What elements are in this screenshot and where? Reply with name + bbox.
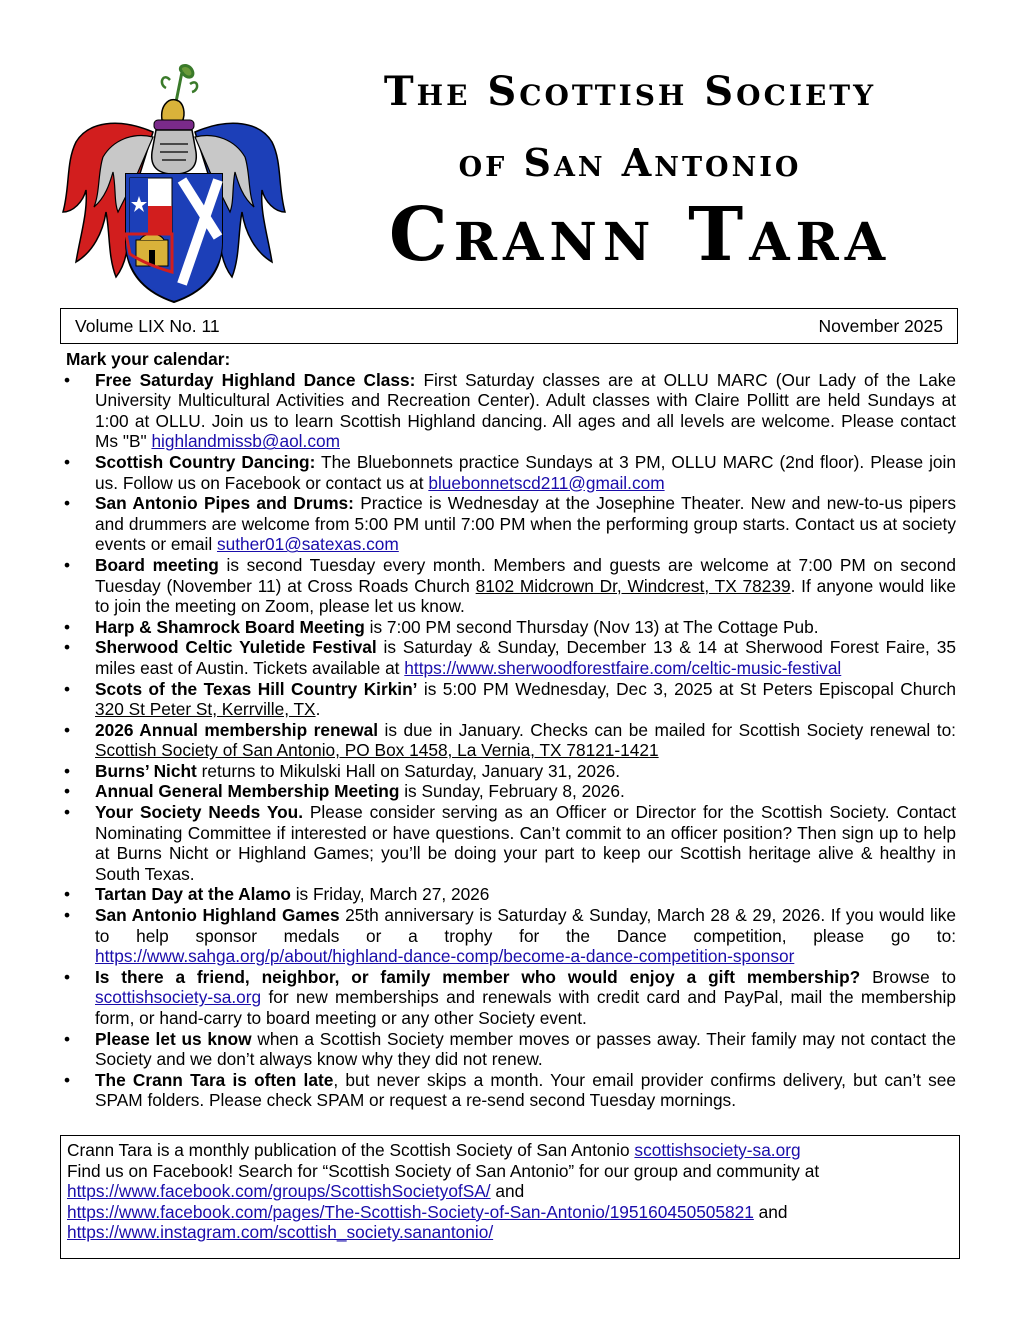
website-link[interactable]: scottishsociety-sa.org: [634, 1140, 801, 1160]
list-item: • San Antonio Highland Games 25th anniversary is Saturday & Sunday, March 28 & 29, 2026. If you would like to help sponsor medals or a trophy for the Dance competition, please go to: https://www.sahga.org/p/about/highland-dance-comp/become-a-dance-competition-sponsor: [66, 905, 956, 967]
list-item: • Please let us know when a Scottish Society member moves or passes away. Their family may not contact the Society and we don’t always know why they did not renew.: [66, 1029, 956, 1070]
list-item: • San Antonio Pipes and Drums: Practice is Wednesday at the Josephine Theater. New and new-to-us pipers and drummers are welcome from 5:00 PM until 7:00 PM when the performing group starts. Contact us at society events or email suther01@satexas.com: [66, 493, 956, 555]
web-link[interactable]: https://www.sherwoodforestfaire.com/celtic-music-festival: [404, 657, 842, 678]
list-item: • The Crann Tara is often late, but never skips a month. Your email provider confirms delivery, but can’t see SPAM folders. Please check SPAM or request a re-send second Tuesday mornings.: [66, 1070, 956, 1111]
volume-label: Volume LIX No. 11: [75, 316, 220, 336]
list-item: • Free Saturday Highland Dance Class: First Saturday classes are at OLLU MARC (Our Lady of the Lake University Multicultural Activities and Recreation Center). Adult classes with Claire Pollitt are held Sundays at 1:00 at OLLU. Join us to learn Scottish Highland dancing. All ages and all levels are welcome. Please contact Ms "B" highlandmissb@aol.com: [66, 370, 956, 452]
volume-bar: [60, 308, 958, 344]
issue-date: November 2025: [818, 316, 943, 336]
address: 8102 Midcrown Dr, Windcrest, TX 78239: [475, 575, 791, 596]
hand-icon: [162, 100, 184, 122]
address: Scottish Society of San Antonio, PO Box 1458, La Vernia, TX 78121-1421: [95, 740, 659, 761]
list-item: • Is there a friend, neighbor, or family member who would enjoy a gift membership? Browse to scottishsociety-sa.org for new memberships and renewals with credit card and PayPal, mail the membership form, or hand-carry to board meeting or any other Society event.: [66, 967, 956, 1029]
event-list: [66, 370, 956, 1111]
facebook-group-link[interactable]: https://www.facebook.com/groups/ScottishSocietyofSA/: [67, 1181, 491, 1202]
email-link[interactable]: suther01@satexas.com: [216, 534, 399, 555]
calendar-section: [66, 349, 956, 1111]
email-link[interactable]: highlandmissb@aol.com: [151, 431, 340, 452]
list-item: • Sherwood Celtic Yuletide Festival is Saturday & Sunday, December 13 & 14 at Sherwood Forest Faire, 35 miles east of Austin. Tickets available at https://www.sherwoodforestfaire.com/celtic-music-festival: [66, 637, 956, 678]
list-item: • Burns’ Nicht returns to Mikulski Hall on Saturday, January 31, 2026.: [66, 761, 956, 782]
newsletter-name: Crann Tara: [388, 192, 892, 278]
list-item: • Your Society Needs You. Please consider serving as an Officer or Director for the Scottish Society. Contact Nominating Committee if interested or have questions. Can’t commit to an officer position? Then sign up to help at Burns Nicht or Highland Games; you’ll be doing your part to keep our Scottish heritage alive & healthy in South Texas.: [66, 802, 956, 884]
address: 320 St Peter St, Kerrville, TX: [95, 699, 316, 720]
calendar-heading: Mark your calendar:: [66, 349, 231, 369]
list-item: • Board meeting is second Tuesday every month. Members and guests are welcome at 7:00 PM on second Tuesday (November 11) at Cross Roads Church 8102 Midcrown Dr, Windcrest, TX 78239. If anyone would like to join the meeting on Zoom, please let us know.: [66, 555, 956, 617]
facebook-page-link[interactable]: https://www.facebook.com/pages/The-Scottish-Society-of-San-Antonio/195160450505821: [67, 1201, 754, 1222]
list-item: • Scots of the Texas Hill Country Kirkin’ is 5:00 PM Wednesday, Dec 3, 2025 at St Peters Episcopal Church 320 St Peter St, Kerrville, TX.: [66, 679, 956, 720]
list-item: • Harp & Shamrock Board Meeting is 7:00 PM second Thursday (Nov 13) at The Cottage Pub.: [66, 617, 956, 638]
masthead-title-line2: of San Antonio: [458, 140, 802, 185]
list-item: • 2026 Annual membership renewal is due in January. Checks can be mailed for Scottish Society renewal to: Scottish Society of San Antonio, PO Box 1458, La Vernia, TX 78121-1421: [66, 720, 956, 761]
instagram-link[interactable]: https://www.instagram.com/scottish_society.sanantonio/: [67, 1222, 494, 1243]
facebook-line: Find us on Facebook! Search for “Scottish Society of San Antonio” for our group and community at https://www.facebook.com/groups/ScottishSocietyofSA/ and: [67, 1160, 820, 1202]
publication-info-box: Crann Tara is a monthly publication of the Scottish Society of San Antonio scottishsociety-sa.org Find us on Facebook! Search for “Scottish Society of San Antonio” for our group and community at https://www.facebook.com/groups/ScottishSocietyofSA/ and https://www.facebook.com/pages/The-Scottish-Society-of-San-Antonio/195160450505821 and https://www.instagram.com/scottish_society.sanantonio/: [60, 1135, 960, 1259]
list-item: • Annual General Membership Meeting is Sunday, February 8, 2026.: [66, 781, 956, 802]
masthead-title-line1: The Scottish Society: [383, 68, 877, 115]
email-link[interactable]: bluebonnetscd211@gmail.com: [428, 472, 665, 493]
web-link[interactable]: scottishsociety-sa.org: [95, 987, 262, 1008]
list-item: • Scottish Country Dancing: The Bluebonnets practice Sundays at 3 PM, OLLU MARC (2nd floor). Please join us. Follow us on Facebook or contact us at bluebonnetscd211@gmail.com: [66, 452, 956, 493]
list-item: • Tartan Day at the Alamo is Friday, March 27, 2026: [66, 884, 956, 905]
web-link[interactable]: https://www.sahga.org/p/about/highland-dance-comp/become-a-dance-competition-sponsor: [95, 946, 795, 967]
publication-line: Crann Tara is a monthly publication of the Scottish Society of San Antonio scottishsociety-sa.org: [67, 1140, 801, 1160]
crest-logo: [58, 62, 290, 306]
wreath: [154, 120, 194, 130]
